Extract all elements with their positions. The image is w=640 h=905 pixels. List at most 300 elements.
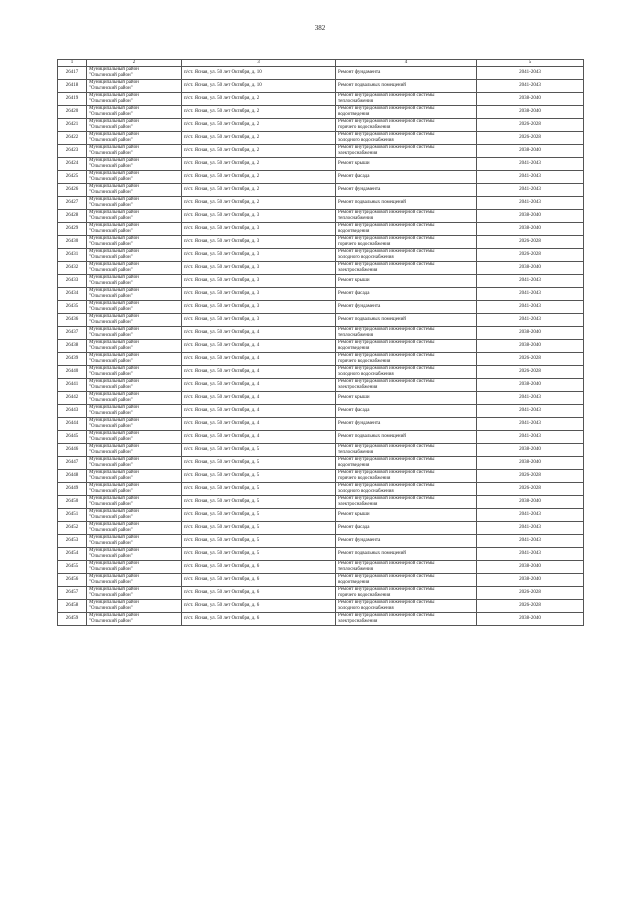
row-number: 26422 <box>58 132 87 145</box>
period-cell: 2041-2043 <box>477 509 584 522</box>
work-type-line-1: Ремонт подвальных помещений <box>338 83 406 88</box>
address-cell: п/ст. Ясная, ул. 50 лет Октября, д. 3 <box>182 236 336 249</box>
period-cell: 2038-2040 <box>477 574 584 587</box>
municipality-line-1: Муниципальный район <box>89 470 139 475</box>
work-type-line-2: теплоснабжения <box>338 216 373 221</box>
table-row <box>58 457 584 470</box>
period-cell: 2038-2040 <box>477 444 584 457</box>
row-number: 26452 <box>58 522 87 535</box>
municipality-cell <box>87 613 182 626</box>
work-type-line-1: Ремонт подвальных помещений <box>338 317 406 322</box>
work-type-line-1: Ремонт внутридомовой инженерной системы <box>338 496 435 501</box>
municipality-line-2: "Ольгинский район" <box>89 281 133 286</box>
municipality-cell <box>87 184 182 197</box>
work-type-cell <box>336 574 477 587</box>
municipality-line-1: Муниципальный район <box>89 197 139 202</box>
municipality-cell <box>87 171 182 184</box>
work-type-line-2: электроснабжения <box>338 268 378 273</box>
table-row <box>58 366 584 379</box>
work-type-line-2: водоотведения <box>338 580 370 585</box>
municipality-line-1: Муниципальный район <box>89 158 139 163</box>
row-number: 26421 <box>58 119 87 132</box>
municipality-cell <box>87 236 182 249</box>
municipality-cell <box>87 197 182 210</box>
municipality-line-1: Муниципальный район <box>89 288 139 293</box>
period-cell: 2041-2043 <box>477 80 584 93</box>
table-row <box>58 275 584 288</box>
work-type-line-1: Ремонт фундамента <box>338 70 381 75</box>
municipality-line-1: Муниципальный район <box>89 93 139 98</box>
row-number: 26439 <box>58 353 87 366</box>
address-cell: п/ст. Ясная, ул. 50 лет Октября, д. 10 <box>182 80 336 93</box>
address-cell: п/ст. Ясная, ул. 50 лет Октября, д. 2 <box>182 119 336 132</box>
work-type-line-2: холодного водоснабжения <box>338 255 394 260</box>
work-type-line-1: Ремонт фундамента <box>338 187 381 192</box>
period-cell: 2041-2043 <box>477 184 584 197</box>
municipality-cell <box>87 301 182 314</box>
table-row <box>58 236 584 249</box>
period-cell: 2026-2028 <box>477 132 584 145</box>
row-number: 26419 <box>58 93 87 106</box>
municipality-line-1: Муниципальный район <box>89 353 139 358</box>
municipality-line-1: Муниципальный район <box>89 418 139 423</box>
municipality-cell <box>87 67 182 80</box>
municipality-cell <box>87 80 182 93</box>
row-number: 26430 <box>58 236 87 249</box>
municipality-cell <box>87 288 182 301</box>
address-cell: п/ст. Ясная, ул. 50 лет Октября, д. 6 <box>182 587 336 600</box>
work-type-cell <box>336 392 477 405</box>
table-row <box>58 93 584 106</box>
address-cell: п/ст. Ясная, ул. 50 лет Октября, д. 4 <box>182 366 336 379</box>
municipality-line-2: "Ольгинский район" <box>89 268 133 273</box>
row-number: 26440 <box>58 366 87 379</box>
work-type-line-1: Ремонт подвальных помещений <box>338 434 406 439</box>
table-row <box>58 67 584 80</box>
period-cell: 2038-2040 <box>477 613 584 626</box>
municipality-line-1: Муниципальный район <box>89 184 139 189</box>
period-cell: 2041-2043 <box>477 392 584 405</box>
address-cell: п/ст. Ясная, ул. 50 лет Октября, д. 3 <box>182 314 336 327</box>
municipality-cell <box>87 561 182 574</box>
work-type-line-1: Ремонт внутридомовой инженерной системы <box>338 210 435 215</box>
table-row <box>58 288 584 301</box>
period-cell: 2026-2028 <box>477 236 584 249</box>
period-cell: 2026-2028 <box>477 587 584 600</box>
address-cell: п/ст. Ясная, ул. 50 лет Октября, д. 3 <box>182 288 336 301</box>
address-cell: п/ст. Ясная, ул. 50 лет Октября, д. 2 <box>182 145 336 158</box>
work-type-line-1: Ремонт подвальных помещений <box>338 200 406 205</box>
municipality-line-1: Муниципальный район <box>89 431 139 436</box>
column-header-5: 5 <box>477 60 584 67</box>
work-type-line-1: Ремонт крыши <box>338 395 370 400</box>
row-number: 26451 <box>58 509 87 522</box>
address-cell: п/ст. Ясная, ул. 50 лет Октября, д. 5 <box>182 470 336 483</box>
table-row <box>58 613 584 626</box>
municipality-line-2: "Ольгинский район" <box>89 138 133 143</box>
work-type-line-1: Ремонт фасада <box>338 291 370 296</box>
work-type-cell <box>336 548 477 561</box>
row-number: 26438 <box>58 340 87 353</box>
municipality-cell <box>87 483 182 496</box>
period-cell: 2038-2040 <box>477 561 584 574</box>
municipality-cell <box>87 379 182 392</box>
work-type-cell <box>336 483 477 496</box>
address-cell: п/ст. Ясная, ул. 50 лет Октября, д. 4 <box>182 392 336 405</box>
municipality-line-2: "Ольгинский район" <box>89 294 133 299</box>
work-type-cell <box>336 210 477 223</box>
work-type-cell <box>336 171 477 184</box>
period-cell: 2038-2040 <box>477 223 584 236</box>
work-type-line-1: Ремонт внутридомовой инженерной системы <box>338 353 435 358</box>
municipality-line-1: Муниципальный район <box>89 574 139 579</box>
municipality-line-1: Муниципальный район <box>89 483 139 488</box>
municipality-cell <box>87 132 182 145</box>
work-type-cell <box>336 119 477 132</box>
municipality-cell <box>87 145 182 158</box>
municipality-line-2: "Ольгинский район" <box>89 515 133 520</box>
work-type-line-2: водоотведения <box>338 112 370 117</box>
municipality-line-1: Муниципальный район <box>89 275 139 280</box>
municipality-cell <box>87 327 182 340</box>
municipality-cell <box>87 392 182 405</box>
work-type-cell <box>336 327 477 340</box>
municipality-line-2: "Ольгинский район" <box>89 619 133 624</box>
row-number: 26457 <box>58 587 87 600</box>
work-type-line-1: Ремонт фундамента <box>338 538 381 543</box>
municipality-line-2: "Ольгинский район" <box>89 450 133 455</box>
address-cell: п/ст. Ясная, ул. 50 лет Октября, д. 5 <box>182 535 336 548</box>
municipality-cell <box>87 93 182 106</box>
work-type-line-1: Ремонт крыши <box>338 278 370 283</box>
table-row <box>58 405 584 418</box>
work-type-line-1: Ремонт внутридомовой инженерной системы <box>338 106 435 111</box>
period-cell: 2041-2043 <box>477 431 584 444</box>
period-cell: 2041-2043 <box>477 67 584 80</box>
work-type-line-1: Ремонт внутридомовой инженерной системы <box>338 561 435 566</box>
row-number: 26450 <box>58 496 87 509</box>
table-row <box>58 522 584 535</box>
municipality-cell <box>87 418 182 431</box>
municipality-line-1: Муниципальный район <box>89 301 139 306</box>
address-cell: п/ст. Ясная, ул. 50 лет Октября, д. 4 <box>182 405 336 418</box>
municipality-line-2: "Ольгинский район" <box>89 541 133 546</box>
work-type-cell <box>336 444 477 457</box>
table-row <box>58 548 584 561</box>
row-number: 26432 <box>58 262 87 275</box>
municipality-line-2: "Ольгинский район" <box>89 502 133 507</box>
work-type-cell <box>336 366 477 379</box>
municipality-line-1: Муниципальный район <box>89 132 139 137</box>
municipality-cell <box>87 548 182 561</box>
period-cell: 2026-2028 <box>477 353 584 366</box>
table-row <box>58 106 584 119</box>
table-row <box>58 587 584 600</box>
municipality-line-1: Муниципальный район <box>89 171 139 176</box>
period-cell: 2041-2043 <box>477 288 584 301</box>
period-cell: 2026-2028 <box>477 119 584 132</box>
period-cell: 2038-2040 <box>477 145 584 158</box>
table-row <box>58 392 584 405</box>
period-cell: 2038-2040 <box>477 210 584 223</box>
address-cell: п/ст. Ясная, ул. 50 лет Октября, д. 5 <box>182 483 336 496</box>
row-number: 26427 <box>58 197 87 210</box>
work-type-cell <box>336 223 477 236</box>
municipality-line-2: "Ольгинский район" <box>89 372 133 377</box>
work-type-line-1: Ремонт внутридомовой инженерной системы <box>338 340 435 345</box>
work-type-cell <box>336 275 477 288</box>
work-type-line-2: горячего водоснабжения <box>338 476 391 481</box>
work-type-cell <box>336 587 477 600</box>
work-type-line-2: холодного водоснабжения <box>338 372 394 377</box>
municipality-line-2: "Ольгинский район" <box>89 580 133 585</box>
municipality-line-1: Муниципальный район <box>89 535 139 540</box>
period-cell: 2038-2040 <box>477 327 584 340</box>
municipality-cell <box>87 470 182 483</box>
work-type-cell <box>336 132 477 145</box>
work-type-line-2: водоотведения <box>338 346 370 351</box>
work-type-cell <box>336 379 477 392</box>
municipality-line-2: "Ольгинский район" <box>89 385 133 390</box>
municipality-line-2: "Ольгинский район" <box>89 320 133 325</box>
municipality-line-1: Муниципальный район <box>89 119 139 124</box>
municipality-line-1: Муниципальный район <box>89 145 139 150</box>
row-number: 26437 <box>58 327 87 340</box>
row-number: 26441 <box>58 379 87 392</box>
period-cell: 2038-2040 <box>477 93 584 106</box>
work-type-line-2: электроснабжения <box>338 385 378 390</box>
work-type-line-2: холодного водоснабжения <box>338 489 394 494</box>
address-cell: п/ст. Ясная, ул. 50 лет Октября, д. 3 <box>182 275 336 288</box>
work-type-line-1: Ремонт внутридомовой инженерной системы <box>338 262 435 267</box>
address-cell: п/ст. Ясная, ул. 50 лет Октября, д. 5 <box>182 444 336 457</box>
period-cell: 2041-2043 <box>477 535 584 548</box>
municipality-line-1: Муниципальный район <box>89 262 139 267</box>
table-row <box>58 184 584 197</box>
table-row <box>58 470 584 483</box>
address-cell: п/ст. Ясная, ул. 50 лет Октября, д. 10 <box>182 67 336 80</box>
work-type-line-1: Ремонт внутридомовой инженерной системы <box>338 145 435 150</box>
work-type-line-1: Ремонт внутридомовой инженерной системы <box>338 600 435 605</box>
municipality-line-1: Муниципальный район <box>89 80 139 85</box>
table-row <box>58 483 584 496</box>
address-cell: п/ст. Ясная, ул. 50 лет Октября, д. 5 <box>182 509 336 522</box>
row-number: 26455 <box>58 561 87 574</box>
municipality-line-2: "Ольгинский район" <box>89 164 133 169</box>
row-number: 26433 <box>58 275 87 288</box>
period-cell: 2041-2043 <box>477 158 584 171</box>
work-type-cell <box>336 561 477 574</box>
table-row <box>58 379 584 392</box>
municipality-line-2: "Ольгинский район" <box>89 125 133 130</box>
row-number: 26434 <box>58 288 87 301</box>
period-cell: 2026-2028 <box>477 600 584 613</box>
municipality-line-1: Муниципальный район <box>89 327 139 332</box>
work-type-line-1: Ремонт фундамента <box>338 421 381 426</box>
municipality-line-1: Муниципальный район <box>89 496 139 501</box>
work-type-cell <box>336 314 477 327</box>
period-cell: 2026-2028 <box>477 249 584 262</box>
row-number: 26429 <box>58 223 87 236</box>
municipality-line-2: "Ольгинский район" <box>89 489 133 494</box>
work-type-line-1: Ремонт внутридомовой инженерной системы <box>338 574 435 579</box>
row-number: 26454 <box>58 548 87 561</box>
table-row <box>58 561 584 574</box>
municipality-cell <box>87 340 182 353</box>
address-cell: п/ст. Ясная, ул. 50 лет Октября, д. 2 <box>182 171 336 184</box>
work-type-line-2: теплоснабжения <box>338 333 373 338</box>
municipality-line-2: "Ольгинский район" <box>89 190 133 195</box>
period-cell: 2038-2040 <box>477 496 584 509</box>
table-row <box>58 496 584 509</box>
period-cell: 2041-2043 <box>477 314 584 327</box>
address-cell: п/ст. Ясная, ул. 50 лет Октября, д. 3 <box>182 223 336 236</box>
work-type-cell <box>336 418 477 431</box>
address-cell: п/ст. Ясная, ул. 50 лет Октября, д. 4 <box>182 353 336 366</box>
work-type-line-1: Ремонт внутридомовой инженерной системы <box>338 223 435 228</box>
municipality-line-1: Муниципальный район <box>89 522 139 527</box>
municipality-line-2: "Ольгинский район" <box>89 112 133 117</box>
row-number: 26453 <box>58 535 87 548</box>
work-type-cell <box>336 470 477 483</box>
period-cell: 2041-2043 <box>477 197 584 210</box>
row-number: 26420 <box>58 106 87 119</box>
municipality-line-2: "Ольгинский район" <box>89 476 133 481</box>
work-type-line-2: теплоснабжения <box>338 567 373 572</box>
work-type-cell <box>336 197 477 210</box>
municipality-line-2: "Ольгинский район" <box>89 346 133 351</box>
row-number: 26449 <box>58 483 87 496</box>
address-cell: п/ст. Ясная, ул. 50 лет Октября, д. 5 <box>182 457 336 470</box>
municipality-line-2: "Ольгинский район" <box>89 606 133 611</box>
period-cell: 2038-2040 <box>477 457 584 470</box>
municipality-cell <box>87 444 182 457</box>
work-type-cell <box>336 431 477 444</box>
municipality-line-2: "Ольгинский район" <box>89 203 133 208</box>
work-type-line-2: холодного водоснабжения <box>338 606 394 611</box>
municipality-line-2: "Ольгинский район" <box>89 307 133 312</box>
municipality-line-2: "Ольгинский район" <box>89 528 133 533</box>
municipality-cell <box>87 314 182 327</box>
repair-schedule-table <box>57 59 584 626</box>
column-header-3: 3 <box>182 60 336 67</box>
table-row <box>58 327 584 340</box>
address-cell: п/ст. Ясная, ул. 50 лет Октября, д. 3 <box>182 249 336 262</box>
municipality-line-2: "Ольгинский район" <box>89 255 133 260</box>
work-type-cell <box>336 509 477 522</box>
municipality-line-1: Муниципальный район <box>89 210 139 215</box>
address-cell: п/ст. Ясная, ул. 50 лет Октября, д. 2 <box>182 184 336 197</box>
table-row <box>58 158 584 171</box>
work-type-line-1: Ремонт внутридомовой инженерной системы <box>338 587 435 592</box>
municipality-line-2: "Ольгинский район" <box>89 216 133 221</box>
work-type-cell <box>336 80 477 93</box>
period-cell: 2026-2028 <box>477 366 584 379</box>
row-number: 26424 <box>58 158 87 171</box>
table-row <box>58 145 584 158</box>
row-number: 26447 <box>58 457 87 470</box>
row-number: 26426 <box>58 184 87 197</box>
municipality-line-1: Муниципальный район <box>89 67 139 72</box>
period-cell: 2041-2043 <box>477 405 584 418</box>
table-row <box>58 197 584 210</box>
work-type-line-1: Ремонт внутридомовой инженерной системы <box>338 444 435 449</box>
municipality-line-1: Муниципальный район <box>89 106 139 111</box>
municipality-line-1: Муниципальный район <box>89 392 139 397</box>
work-type-line-2: теплоснабжения <box>338 450 373 455</box>
work-type-line-2: холодного водоснабжения <box>338 138 394 143</box>
period-cell: 2038-2040 <box>477 340 584 353</box>
work-type-cell <box>336 184 477 197</box>
municipality-line-2: "Ольгинский район" <box>89 593 133 598</box>
row-number: 26428 <box>58 210 87 223</box>
column-header-1: 1 <box>58 60 87 67</box>
municipality-line-2: "Ольгинский район" <box>89 398 133 403</box>
municipality-cell <box>87 158 182 171</box>
work-type-line-2: водоотведения <box>338 229 370 234</box>
address-cell: п/ст. Ясная, ул. 50 лет Октября, д. 6 <box>182 574 336 587</box>
work-type-cell <box>336 236 477 249</box>
period-cell: 2041-2043 <box>477 301 584 314</box>
row-number: 26418 <box>58 80 87 93</box>
work-type-line-2: электроснабжения <box>338 619 378 624</box>
table-row <box>58 314 584 327</box>
municipality-cell <box>87 106 182 119</box>
work-type-line-1: Ремонт внутридомовой инженерной системы <box>338 236 435 241</box>
work-type-cell <box>336 613 477 626</box>
municipality-cell <box>87 457 182 470</box>
work-type-cell <box>336 405 477 418</box>
work-type-cell <box>336 288 477 301</box>
table-row <box>58 444 584 457</box>
municipality-cell <box>87 522 182 535</box>
period-cell: 2041-2043 <box>477 418 584 431</box>
row-number: 26458 <box>58 600 87 613</box>
address-cell: п/ст. Ясная, ул. 50 лет Октября, д. 5 <box>182 522 336 535</box>
work-type-cell <box>336 106 477 119</box>
work-type-line-1: Ремонт крыши <box>338 512 370 517</box>
municipality-cell <box>87 600 182 613</box>
address-cell: п/ст. Ясная, ул. 50 лет Октября, д. 2 <box>182 106 336 119</box>
municipality-line-1: Муниципальный район <box>89 457 139 462</box>
row-number: 26444 <box>58 418 87 431</box>
municipality-line-1: Муниципальный район <box>89 366 139 371</box>
municipality-line-1: Муниципальный район <box>89 236 139 241</box>
work-type-cell <box>336 262 477 275</box>
work-type-line-1: Ремонт подвальных помещений <box>338 551 406 556</box>
table-row <box>58 535 584 548</box>
work-type-line-1: Ремонт фундамента <box>338 304 381 309</box>
municipality-line-2: "Ольгинский район" <box>89 229 133 234</box>
row-number: 26417 <box>58 67 87 80</box>
address-cell: п/ст. Ясная, ул. 50 лет Октября, д. 4 <box>182 379 336 392</box>
period-cell: 2038-2040 <box>477 379 584 392</box>
row-number: 26442 <box>58 392 87 405</box>
municipality-cell <box>87 366 182 379</box>
address-cell: п/ст. Ясная, ул. 50 лет Октября, д. 4 <box>182 340 336 353</box>
period-cell: 2026-2028 <box>477 470 584 483</box>
municipality-line-1: Муниципальный район <box>89 223 139 228</box>
table-row <box>58 171 584 184</box>
address-cell: п/ст. Ясная, ул. 50 лет Октября, д. 4 <box>182 431 336 444</box>
municipality-line-1: Муниципальный район <box>89 600 139 605</box>
municipality-line-2: "Ольгинский район" <box>89 424 133 429</box>
work-type-line-2: электроснабжения <box>338 502 378 507</box>
municipality-line-2: "Ольгинский район" <box>89 567 133 572</box>
work-type-cell <box>336 93 477 106</box>
address-cell: п/ст. Ясная, ул. 50 лет Октября, д. 2 <box>182 93 336 106</box>
municipality-cell <box>87 496 182 509</box>
